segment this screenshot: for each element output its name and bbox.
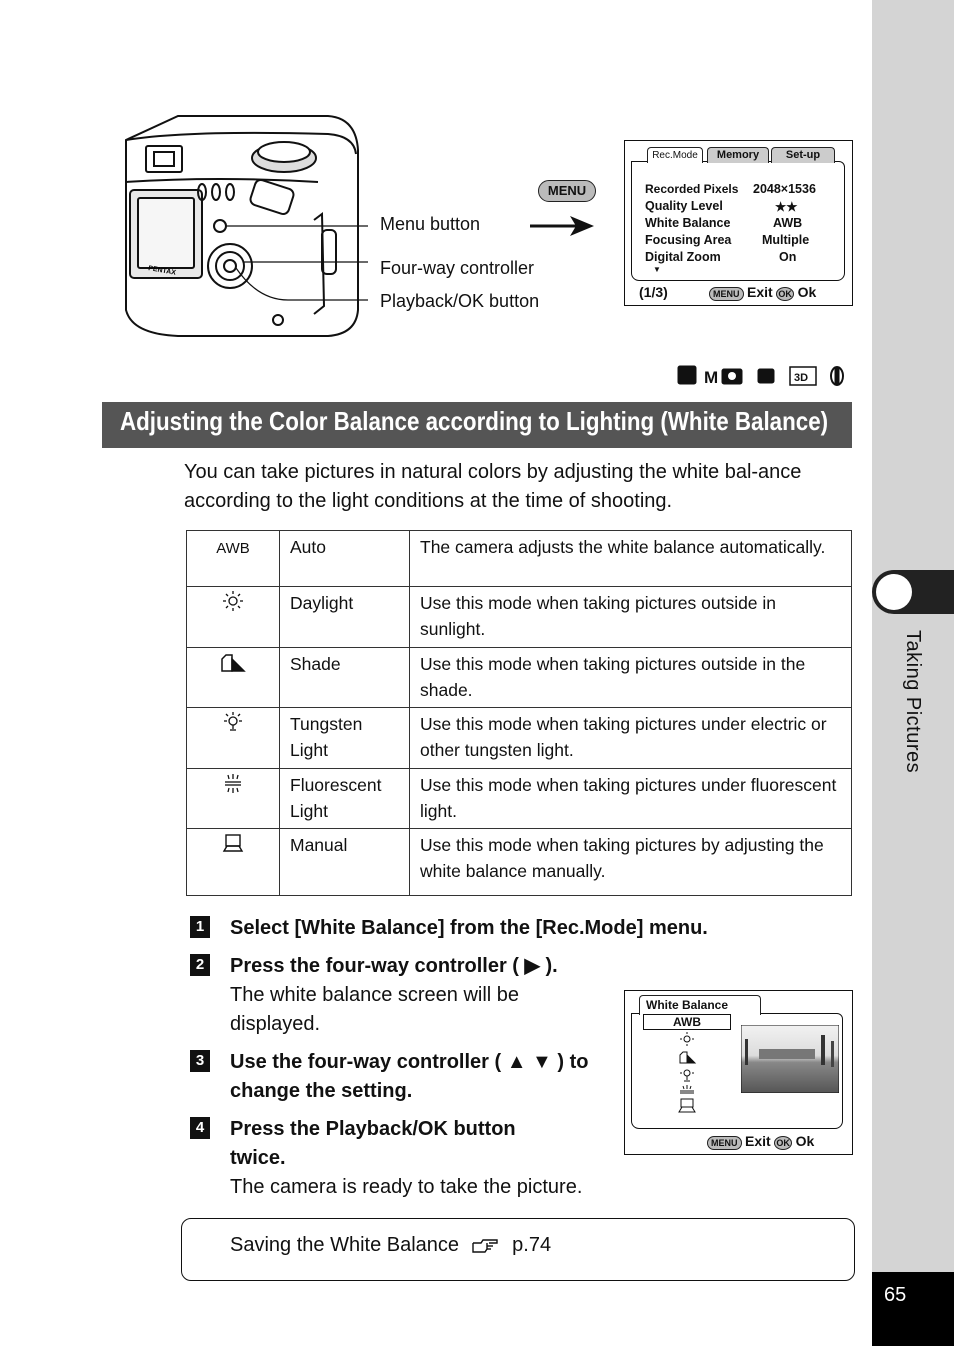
table-row [187, 531, 852, 587]
menu-pill: MENU [707, 1136, 742, 1150]
shade-icon [220, 651, 246, 673]
selected-awb: AWB [643, 1014, 731, 1030]
svg-text:M: M [704, 368, 719, 387]
step-number: 4 [190, 1117, 210, 1139]
tab-set-up: Set-up [771, 147, 835, 163]
intro-paragraph: You can take pictures in natural colors by adjusting the white bal-ance according to the light conditions at the time of shooting. [184, 461, 802, 512]
fluorescent-icon [222, 772, 244, 794]
memo-text: Saving the White Balance [230, 1234, 460, 1256]
step-instruction: Press the Playback/OK button twice. [230, 1118, 516, 1169]
table-cell-name: Manual [280, 829, 410, 896]
table-row [187, 587, 852, 648]
step-number: 1 [190, 916, 210, 938]
table-cell-desc: The camera adjusts the white balance automatically. [410, 531, 852, 587]
menu-row-label: Focusing Area [645, 233, 732, 247]
table-cell-name: Tungsten Light [280, 708, 410, 769]
tungsten-icon [222, 711, 244, 733]
pointing-hand-icon [471, 1237, 501, 1255]
scroll-down-icon: ▼ [653, 265, 661, 274]
camera-brand: PENTAX [147, 265, 177, 277]
table-cell-icon [187, 531, 280, 587]
rec-mode-menu-screen [624, 140, 853, 306]
ok-pill: OK [774, 1136, 792, 1150]
table-cell-desc: Use this mode when taking pictures under electric or other tungsten light. [410, 708, 852, 769]
menu-row-label: Quality Level [645, 199, 723, 213]
menu-row-label: Digital Zoom [645, 250, 721, 264]
table-row [187, 829, 852, 896]
svg-text:3D: 3D [794, 372, 809, 384]
table-cell-name: Fluorescent Light [280, 769, 410, 829]
table-row [187, 648, 852, 708]
menu-footer [709, 284, 816, 301]
section-title: Adjusting the Color Balance according to Lighting (White Balance) [120, 406, 829, 436]
manual-icon [222, 832, 244, 854]
page-indicator: (1/3) [639, 284, 668, 300]
table-cell-desc: Use this mode when taking pictures under fluorescent light. [410, 769, 852, 829]
menu-row-value: Multiple [762, 233, 810, 247]
menu-row-value: ★★ [775, 200, 798, 214]
right-arrow-icon [530, 214, 596, 238]
table-cell-icon [187, 829, 280, 896]
menu-row-value: On [779, 250, 797, 264]
daylight-icon [222, 590, 244, 612]
table-cell-icon [187, 708, 280, 769]
menu-pill: MENU [709, 287, 744, 301]
chapter-label: Taking Pictures [902, 630, 924, 774]
table-cell-name: Auto [280, 531, 410, 587]
memo-reference[interactable] [230, 1234, 551, 1257]
table-cell-name: Daylight [280, 587, 410, 648]
white-balance-table [186, 530, 852, 896]
table-cell-icon [187, 769, 280, 829]
menu-button-callout: Menu button [380, 214, 481, 234]
table-cell-desc: Use this mode when taking pictures by adjusting the white balance manually. [410, 829, 852, 896]
step-instruction: Press the four-way controller ( ▶ ). [230, 955, 558, 977]
menu-row-value: AWB [773, 216, 803, 230]
applicable-modes-icons [672, 362, 852, 390]
chapter-tab-dot [876, 574, 912, 610]
wb-options-icons [677, 1031, 697, 1113]
ok-pill: OK [776, 287, 794, 301]
ok-label: Ok [797, 284, 817, 300]
menu-row-label: Recorded Pixels [645, 182, 739, 196]
step-number: 3 [190, 1050, 210, 1072]
table-cell-icon [187, 587, 280, 648]
preview-photo [741, 1025, 839, 1093]
menu-row-value: 2048×1536 [753, 182, 816, 196]
table-row [187, 708, 852, 769]
step-instruction: Use the four-way controller ( ▲ ▼ ) to change the setting. [230, 1051, 589, 1102]
exit-label: Exit [746, 284, 773, 300]
table-cell-desc: Use this mode when taking pictures outside in the shade. [410, 648, 852, 708]
awb-icon: AWB [216, 540, 250, 557]
ok-label: Ok [795, 1133, 815, 1149]
table-cell-name: Shade [280, 648, 410, 708]
four-way-controller-callout: Four-way controller [380, 258, 535, 278]
step-4 [230, 1115, 650, 1202]
menu-badge: MENU [538, 180, 596, 202]
page-number: 65 [884, 1284, 907, 1306]
step-3 [230, 1048, 614, 1106]
wb-screen-footer [707, 1133, 814, 1150]
step-detail: The white balance screen will be displayed. [230, 984, 520, 1035]
playback-ok-button-callout: Playback/OK button [380, 291, 540, 311]
menu-row-label: White Balance [645, 216, 731, 230]
tab-memory: Memory [707, 147, 769, 163]
step-2 [230, 952, 620, 1039]
step-instruction: Select [White Balance] from the [Rec.Mode] menu. [230, 917, 708, 939]
white-balance-screen [624, 990, 853, 1155]
tab-rec-mode: Rec.Mode [647, 147, 703, 163]
table-row [187, 769, 852, 829]
step-1 [230, 914, 850, 943]
step-detail: The camera is ready to take the picture. [230, 1176, 583, 1198]
step-number: 2 [190, 954, 210, 976]
memo-page-ref: p.74 [512, 1234, 552, 1256]
table-cell-desc: Use this mode when taking pictures outside in sunlight. [410, 587, 852, 648]
white-balance-title: White Balance [639, 995, 761, 1015]
camera-illustration [118, 110, 368, 342]
exit-label: Exit [744, 1133, 771, 1149]
table-cell-icon [187, 648, 280, 708]
